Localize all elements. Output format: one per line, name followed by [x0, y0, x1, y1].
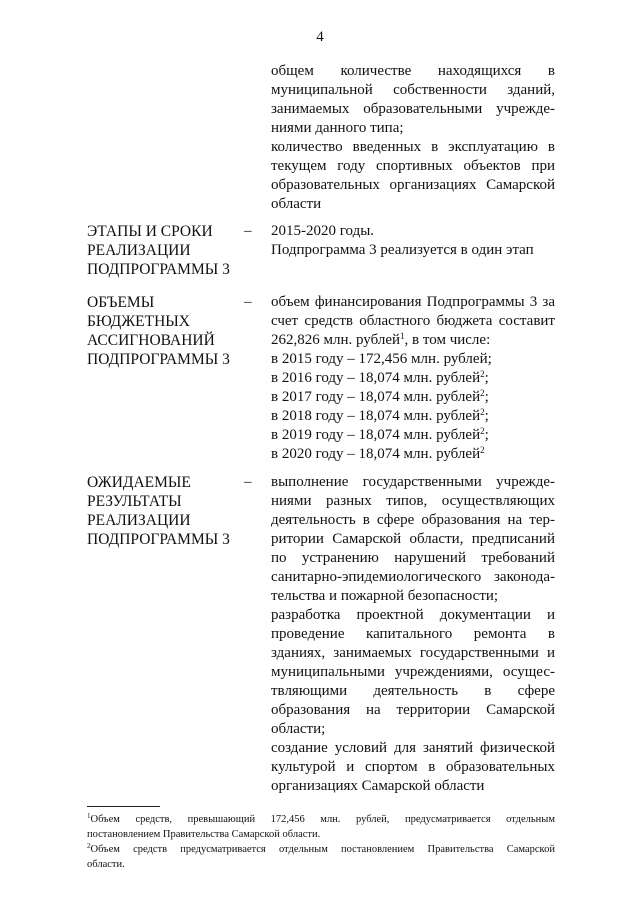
text-line: организациях Самарской области — [271, 778, 485, 794]
text-line: области — [271, 196, 322, 212]
text-line: муниципальной собственности зданий, — [271, 82, 555, 98]
footnote-ref: 2 — [480, 407, 485, 417]
footnote-ref: 2 — [480, 426, 485, 436]
results-label: ОЖИДАЕМЫЕ РЕЗУЛЬТАТЫ РЕАЛИЗАЦИИ ПОДПРОГРАММЫ 3 — [87, 474, 230, 548]
budget-year-line: в 2020 году – 18,074 млн. рублей$^2$ — [271, 445, 485, 462]
budget-dash: – — [244, 294, 252, 310]
text-line: выполнение государственными учрежде- — [271, 474, 555, 490]
text-line: твляющими деятельность в сфере — [271, 683, 555, 699]
budget-year-line: в 2019 году – 18,074 млн. рублей$^2$; — [271, 426, 489, 443]
stages-label: ЭТАПЫ И СРОКИ РЕАЛИЗАЦИИ ПОДПРОГРАММЫ 3 — [87, 223, 230, 278]
budget-label: ОБЪЕМЫ БЮДЖЕТНЫХ АССИГНОВАНИЙ ПОДПРОГРАММЫ 3 — [87, 294, 230, 368]
footnote-ref: 2 — [480, 369, 485, 379]
text-line: муниципальными учреждениями, осущес- — [271, 664, 555, 680]
footnote-ref: 1 — [400, 331, 405, 341]
stages-dash: – — [244, 223, 252, 239]
text-line: количество введенных в эксплуатацию в — [271, 139, 555, 155]
footnote-mark: 2 — [87, 842, 91, 850]
budget-text — [271, 293, 555, 464]
footnote-ref: 2 — [480, 388, 485, 398]
text-line: ниями разных типов, осуществляющих — [271, 493, 555, 509]
text-line: создание условий для занятий физической — [271, 740, 555, 756]
text-line: ритории Самарской области, предписаний — [271, 531, 555, 547]
text-line: разработка проектной документации и — [271, 607, 555, 623]
footnote-1: $^1$Объем средств, превышающий 172,456 млн. рублей, предусматривается отдельным постановлением Правительства Самарской области. — [87, 812, 555, 840]
text-line: тельства и пожарной безопасности; — [271, 588, 499, 604]
text-line: зданиях, занимаемых государственными и — [271, 645, 555, 661]
text-line: общем количестве находящихся в — [271, 63, 555, 79]
text-line: счет средств областного бюджета составит — [271, 313, 555, 329]
text-line: 2015-2020 годы. — [271, 223, 375, 239]
results-dash: – — [244, 474, 252, 490]
text-line: занимаемых образовательными учрежде- — [271, 101, 555, 117]
footnote-2: $^2$Объем средств предусматривается отдельным постановлением Правительства Самарской области. — [87, 842, 555, 870]
text-line: текущем году спортивных объектов при — [271, 158, 555, 174]
budget-year-line: в 2018 году – 18,074 млн. рублей$^2$; — [271, 407, 489, 424]
budget-year-line: в 2017 году – 18,074 млн. рублей$^2$; — [271, 388, 489, 405]
budget-year-line: в 2016 году – 18,074 млн. рублей$^2$; — [271, 369, 489, 386]
results-text — [271, 473, 555, 796]
text-line: проведение капитального ремонта в — [271, 626, 555, 642]
text-line: области; — [271, 721, 326, 737]
text-line: санитарно-эпидемиологического законода- — [271, 569, 555, 585]
footnote-mark: 1 — [87, 812, 91, 820]
footnote-ref: 2 — [480, 445, 485, 455]
text-line: культурой и спортом в образовательных — [271, 759, 555, 775]
text-line: Подпрограмма 3 реализуется в один этап — [271, 242, 534, 258]
text-line: ниями данного типа; — [271, 120, 404, 136]
budget-year-line: в 2015 году – 172,456 млн. рублей; — [271, 351, 492, 367]
text-line: деятельность в сфере образования на тер- — [271, 512, 555, 528]
text-line: по устранению нарушений требований — [271, 550, 555, 566]
text-line: объем финансирования Подпрограммы 3 за — [271, 294, 555, 310]
indicators-continuation — [271, 62, 555, 214]
text-line: образования на территории Самарской — [271, 702, 555, 718]
footnote-divider — [87, 806, 160, 807]
budget-total-line: 262,826 млн. рублей$^1$, в том числе: — [271, 331, 491, 348]
text-line: образовательных организациях Самарской — [271, 177, 555, 193]
stages-text — [271, 222, 555, 260]
page-number: 4 — [316, 29, 324, 45]
